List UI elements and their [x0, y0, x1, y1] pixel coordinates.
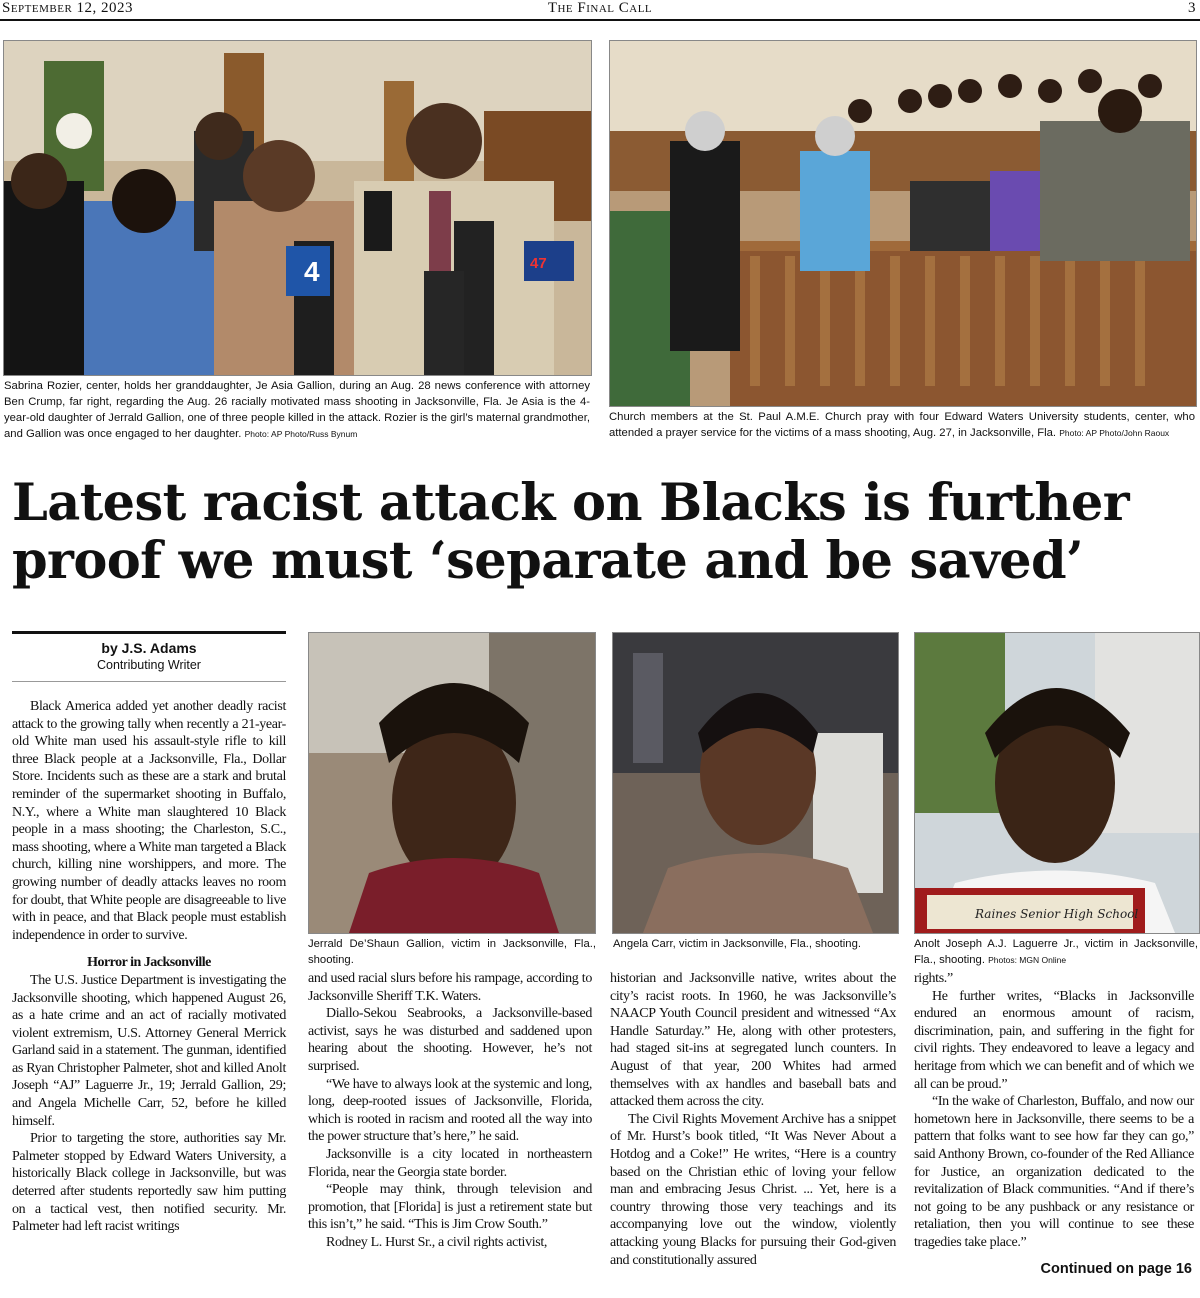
article-column-1 — [12, 698, 286, 1236]
byline-rule — [12, 631, 286, 634]
byline-divider — [12, 681, 286, 682]
press-conference-caption: Sabrina Rozier, center, holds her granddaughter, Je Asia Gallion, during an Aug. 28 news conference with attorney Ben Crump, far right, regarding the Aug. 26 racially motivated mass shooting in Jacksonville, Fla. Je Asia is the 4-year-old daughter of Jerrald Gallion, one of three people killed in the attack. Rozier is the girl’s maternal grandmother, and Gallion was once engaged to her daughter. Photo: AP Photo/Russ Bynum — [4, 380, 590, 440]
photo-credit: Photo: AP Photo/Russ Bynum — [244, 429, 358, 439]
press-conference-photo — [3, 40, 592, 376]
article-paragraph: “In the wake of Charleston, Buffalo, and now our hometown here in Jacksonville, there seems to be a pattern that folks want to see how far they can go,” said Anthony Brown, co-founder of the Red Alliance for Justice, an organization dedicated to the revitalization of Black communities. “And if there’s not going to be any pushback or any resistance or retaliation, then you will continue to see these tragedies take place.” — [914, 1094, 1194, 1250]
article-column-3 — [610, 970, 896, 1269]
diploma-text: Raines Senior High School — [975, 907, 1139, 921]
byline-author: by J.S. Adams — [101, 640, 197, 656]
victim-photo-carr — [612, 632, 899, 934]
article-paragraph: Diallo-Sekou Seabrooks, a Jacksonville-based activist, says he was disturbed and saddened upon hearing about the shooting. However, he’s not surprised. — [308, 1006, 592, 1074]
page-number: 3 — [1188, 0, 1196, 16]
article-paragraph: He further writes, “Blacks in Jacksonville endured an enormous amount of racism, discrimination, pain, and suffering in the fight for civil rights. They endeavored to leave a legacy and heritage from which we can benefit and of which we all can be proud.” — [914, 988, 1194, 1092]
article-subhead: Horror in Jacksonville — [87, 955, 211, 971]
mic-flag-4: 4 — [304, 256, 320, 287]
photo-credit: Photos: MGN Online — [988, 955, 1067, 965]
church-prayer-photo — [609, 40, 1197, 407]
victim-caption-laguerre: Anolt Joseph A.J. Laguerre Jr., victim in Jacksonville, Fla., shooting. Photos: MGN Online — [914, 938, 1198, 966]
continued-link[interactable]: Continued on page 16 — [1040, 1261, 1192, 1277]
mic-flag-47: 47 — [530, 255, 547, 272]
article-paragraph: historian and Jacksonville native, writes about the city’s racist roots. In 1960, he was Jacksonville’s NAACP Youth Council president and witnessed “Ax Handle Saturday.” He, along with other protesters, had staged sit-ins at segregated lunch counters. In August of that year, 200 Whites had armed themselves with ax handles and baseball bats and attacked them across the city. — [610, 971, 896, 1110]
victim-photo-laguerre — [914, 632, 1200, 934]
victim-photo-gallion — [308, 632, 596, 934]
article-paragraph: “We have to always look at the systemic and long, long, deep-rooted issues of Jacksonville, Florida, which is rooted in racism and rooted all the way into the power structure that’s here,” he said. — [308, 1076, 592, 1145]
running-header — [0, 0, 1200, 21]
publication-name: The Final Call — [547, 0, 653, 16]
victim-caption-gallion: Jerrald De’Shaun Gallion, victim in Jacksonville, Fla., shooting. — [308, 938, 596, 966]
article-column-2 — [308, 970, 592, 1252]
article-paragraph: The U.S. Justice Department is investigating the Jacksonville shooting, which happened August 26, as a hate crime and an act of racially motivated violent extremism, U.S. Attorney General Merrick Garland said in a statement. The gunman, identified as Ryan Christopher Palmeter, shot and killed Anolt Joseph “AJ” Laguerre Jr., 19; Jerrald Gallion, 29; and Angela Michelle Carr, 52, before he killed himself. — [12, 972, 286, 1129]
church-prayer-caption: Church members at the St. Paul A.M.E. Church pray with four Edward Waters University students, center, who attended a prayer service for the victims of a mass shooting, Aug. 27, in Jacksonville, Fla. Photo: AP Photo/John Raoux — [609, 411, 1195, 439]
article-column-4 — [914, 970, 1194, 1252]
article-paragraph: Prior to targeting the store, authorities say Mr. Palmeter stopped by Edward Waters University, a historically Black college in Jacksonville, but was deterred after students reportedly saw him putting on a tactical vest, then notified security. Mr. Palmeter had left racist writings — [12, 1131, 286, 1235]
article-paragraph: Black America added yet another deadly racist attack to the growing tally when recently a 21-year-old White man used his assault-style rifle to kill three Black people at a Jacksonville, Fla., Dollar Store. Incidents such as these are a stark and brutal reminder of the supermarket shooting in Buffalo, N.Y., where a White man slaughtered 10 Black people in a mass shooting; the Charleston, S.C., mass shooting, where a White man targeted a Black church, killing nine worshippers, and more. The growing number of deadly attacks leaves no room for doubt, that White people are disagreeable to live with in peace, and that Black people must establish independence in order to survive. — [12, 699, 286, 943]
photo-credit: Photo: AP Photo/John Raoux — [1059, 428, 1170, 438]
article-paragraph: Rodney L. Hurst Sr., a civil rights activist, — [326, 1234, 548, 1250]
article-paragraph: rights.” — [914, 971, 953, 986]
article-paragraph: “People may think, through television and promotion, that [Florida] is just a retirement state but this isn’t,” he said. “This is Jim Crow South.” — [308, 1182, 592, 1233]
issue-date: September 12, 2023 — [2, 0, 134, 16]
victim-caption-carr: Angela Carr, victim in Jacksonville, Fla., shooting. — [613, 938, 862, 950]
article-paragraph: The Civil Rights Movement Archive has a snippet of Mr. Hurst’s book titled, “It Was Never About a Hotdog and a Coke!” He writes, “Here is a country based on the Christian ethic of loving your fellow man and embracing Jesus Christ. ... Yet, here is a country throwing those very teachings and its accompanying love out the window, violently attacking young Blacks for pursuing their God-given and constitutionally assured — [610, 1111, 896, 1268]
article-paragraph: Jacksonville is a city located in northeastern Florida, near the Georgia state border. — [308, 1146, 592, 1180]
headline: Latest racist attack on Blacks is further proof we must ‘separate and be saved’ — [12, 473, 1129, 591]
byline-role: Contributing Writer — [97, 658, 201, 672]
article-paragraph: and used racial slurs before his rampage, according to Jacksonville Sheriff T.K. Waters. — [308, 971, 592, 1004]
